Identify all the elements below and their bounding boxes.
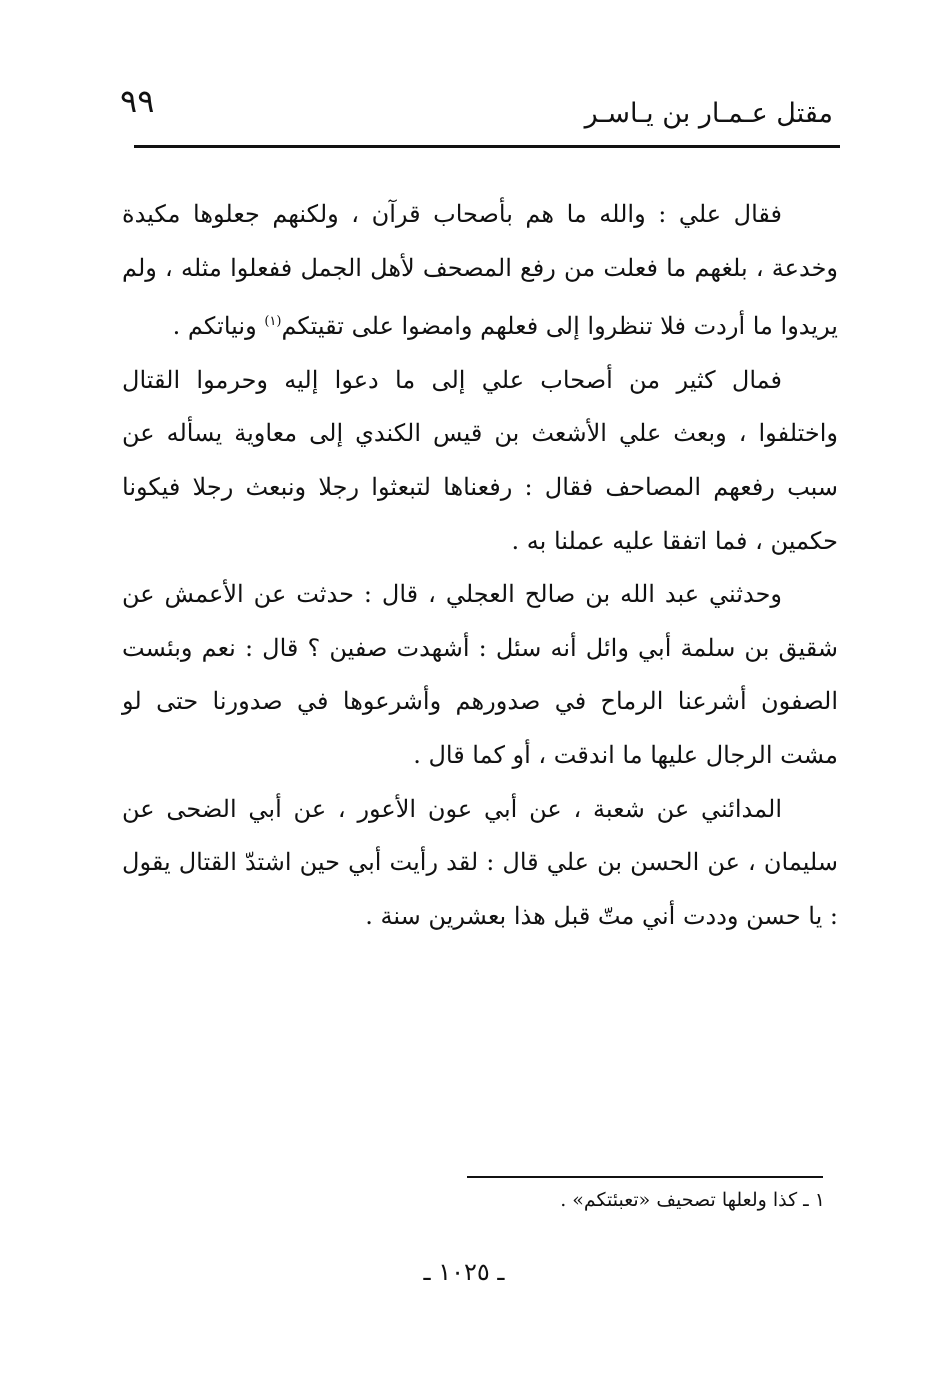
footnote: ١ ـ كذا ولعلها تصحيف «تعبئتكم» . [560,1189,825,1211]
footnote-divider [467,1176,823,1178]
paragraph-1 [122,188,838,354]
paragraph-2: فمال كثير من أصحاب علي إلى ما دعوا إليه وحرموا القتال واختلفوا ، وبعث علي الأشعث بن قيس الكندي إلى معاوية يسأله عن سبب رفعهم المصاحف فقال : رفعناها لتبعثوا رجلا ونبعث رجلا فيكونا حكمين ، فما اتفقا عليه عملنا به . [122,365,838,555]
footnote-marker: (١) [264,314,282,330]
paragraph-4: المدائني عن شعبة ، عن أبي عون الأعور ، عن أبي الضحى عن سليمان ، عن الحسن بن علي قال : لقد رأيت أبي حين اشتدّ القتال يقول : يا حسن وددت أني متّ قبل هذا بعشرين سنة . [122,794,838,930]
paragraph-1-text: فقال علي : والله ما هم بأصحاب قرآن ، ولكنهم جعلوها مكيدة وخدعة ، بلغهم ما فعلت من رفع المصحف لأهل الجمل ففعلوا مثله ، ولم يريدوا ما أردت فلا تنظروا إلى فعلهم وامضوا على تقيتكم [122,200,838,341]
running-header-title: مقتل عـمـار بن يـاسـر [584,98,833,129]
paragraph-3: وحدثني عبد الله بن صالح العجلي ، قال : حدثت عن الأعمش عن شقيق بن سلمة أبي وائل أنه سئل : أشهدت صفين ؟ قال : نعم وبئست الصفون أشرعنا الرماح في صدورهم وأشرعوها في صدورنا حتى لو مشت الرجال عليها ما اندقت ، أو كما قال . [122,580,838,769]
main-text [122,188,838,943]
page-number: ـ ١٠٢٥ ـ [423,1258,505,1286]
section-number: ٩٩ [120,82,155,120]
header-divider [134,145,840,148]
paragraph-1-tail: ونياتكم . [172,312,257,341]
